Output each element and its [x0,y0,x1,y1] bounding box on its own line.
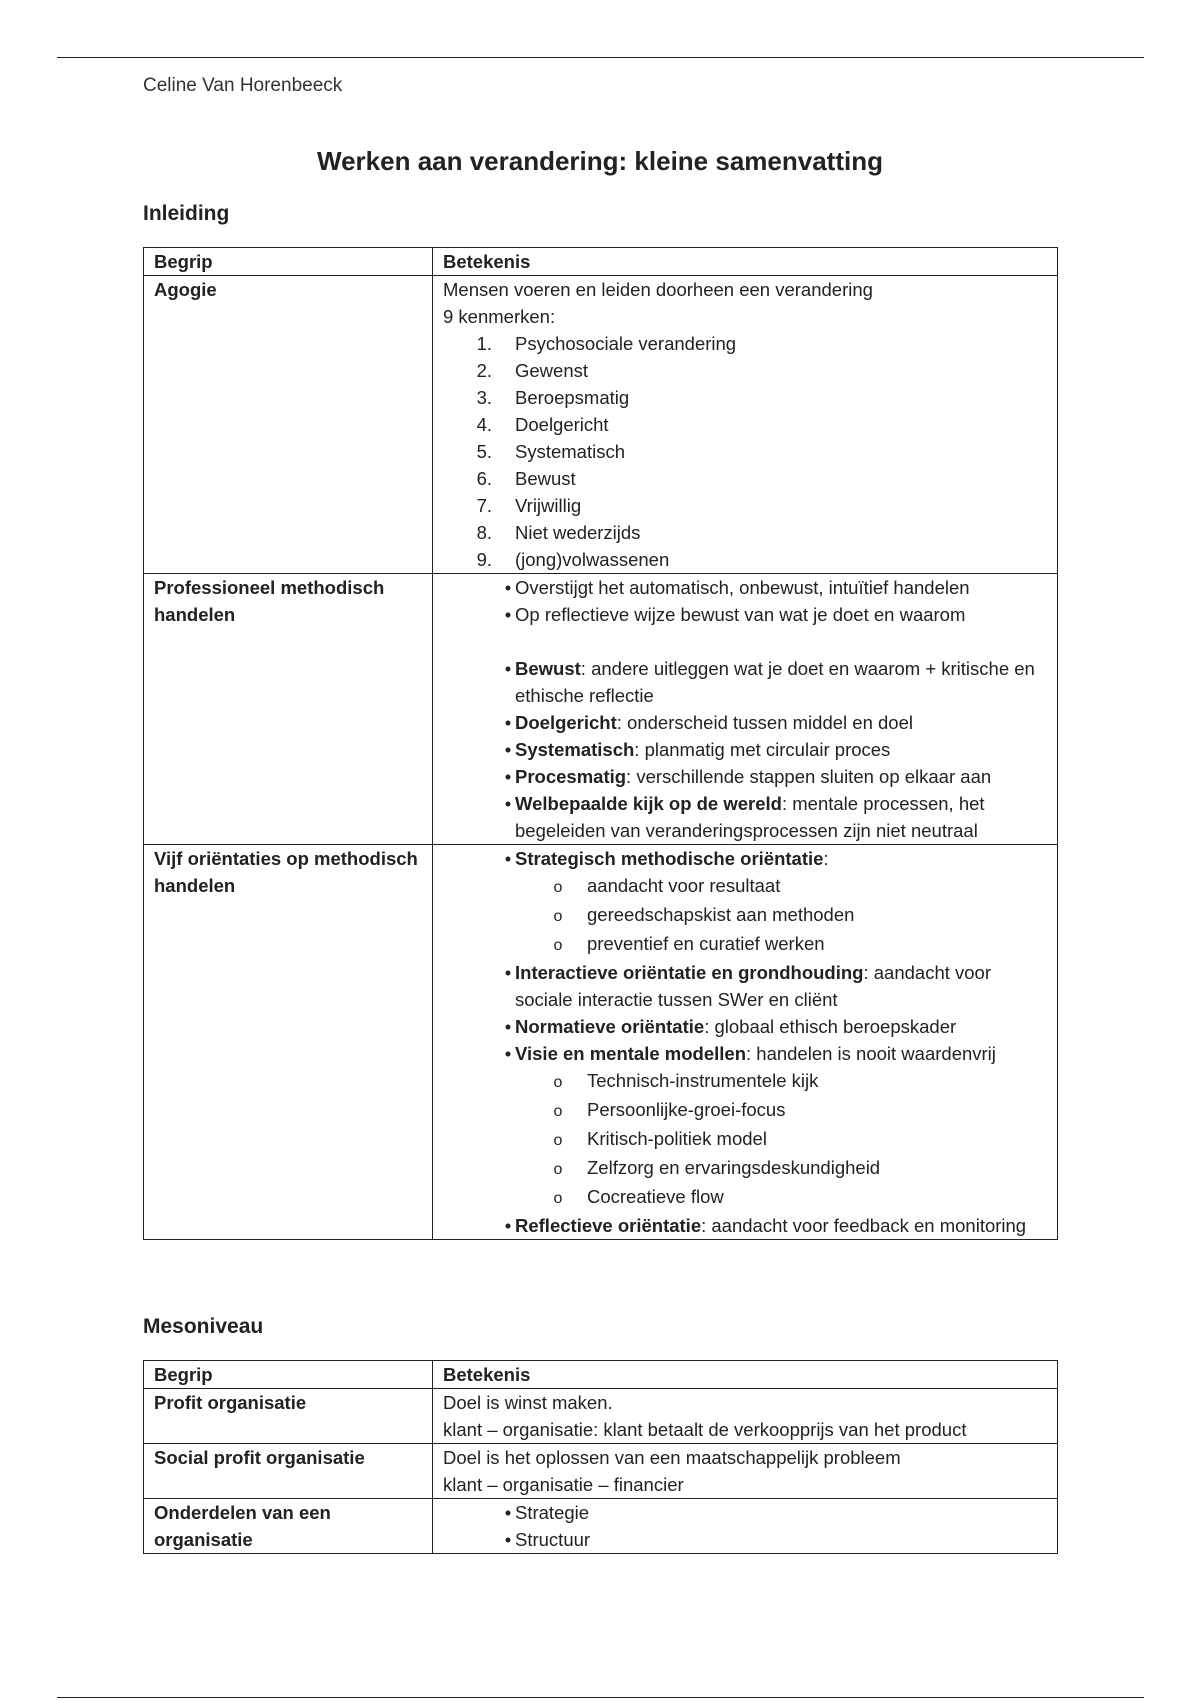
bullet-item: • Structuur [443,1526,1047,1553]
header-begrip: Begrip [144,248,433,276]
numbered-item: 9. (jong)volwassenen [476,549,670,570]
definition-line: 9 kenmerken: [443,306,556,327]
term-cell: Profit organisatie [144,1389,433,1444]
table-header-row [144,1361,1058,1389]
header-betekenis: Betekenis [433,1361,1058,1389]
definition-line: klant – organisatie – financier [443,1474,684,1495]
bullet-icon: • [504,1215,512,1236]
bullet-icon: • [504,1016,512,1037]
numbered-item: 4. Doelgericht [476,414,609,435]
circle-bullet-icon: o [553,908,563,925]
mesoniveau-table [143,1360,1058,1554]
sub-bullet-item: o Cocreatieve flow [443,1183,1047,1212]
sub-bullet-item: o Technisch-instrumentele kijk [443,1067,1047,1096]
bullet-item: • Doelgericht: onderscheid tussen middel en doel [443,709,1047,736]
definition-cell [433,276,1058,574]
bullet-item: • Reflectieve oriëntatie: aandacht voor feedback en monitoring [443,1212,1047,1239]
definition-line: Doel is winst maken. [443,1392,613,1413]
numbered-item: 2. Gewenst [476,360,589,381]
bullet-item: • Normatieve oriëntatie: globaal ethisch beroepskader [443,1013,1047,1040]
bullet-item: • Strategie [443,1499,1047,1526]
section-heading-inleiding: Inleiding [143,202,230,225]
sub-bullet-item: o preventief en curatief werken [443,930,1047,959]
term-cell: Social profit organisatie [144,1444,433,1499]
circle-bullet-icon: o [553,1161,563,1178]
sub-bullet-item: o gereedschapskist aan methoden [443,901,1047,930]
circle-bullet-icon: o [553,1103,563,1120]
inleiding-table [143,247,1058,1240]
definition-line: Doel is het oplossen van een maatschappelijk probleem [443,1447,901,1468]
header-begrip: Begrip [144,1361,433,1389]
definition-line: klant – organisatie: klant betaalt de verkoopprijs van het product [443,1419,967,1440]
sub-bullet-item: o Kritisch-politiek model [443,1125,1047,1154]
numbered-item: 6. Bewust [476,468,576,489]
numbered-item: 3. Beroepsmatig [476,387,630,408]
numbered-item: 5. Systematisch [476,441,626,462]
table-row [144,1444,1058,1499]
header-rule [57,57,1144,58]
document-title: Werken aan verandering: kleine samenvatting [317,146,883,176]
table-row [144,845,1058,1240]
table-row [144,574,1058,845]
numbered-item: 8. Niet wederzijds [476,522,641,543]
bullet-item: • Visie en mentale modellen: handelen is nooit waardenvrij [443,1040,1047,1067]
bullet-item: • Op reflectieve wijze bewust van wat je doet en waarom [443,601,1047,628]
circle-bullet-icon: o [553,879,563,896]
bullet-icon: • [504,848,512,869]
sub-bullet-item: o aandacht voor resultaat [443,872,1047,901]
sub-bullet-item: o Persoonlijke-groei-focus [443,1096,1047,1125]
circle-bullet-icon: o [553,1190,563,1207]
bullet-icon: • [504,766,512,787]
bullet-icon: • [504,604,512,625]
definition-cell [433,1444,1058,1499]
bullet-item: • Strategisch methodische oriëntatie: [443,845,1047,872]
definition-line: Mensen voeren en leiden doorheen een verandering [443,279,873,300]
table-row [144,1499,1058,1554]
definition-cell [433,1499,1058,1554]
bullet-icon: • [504,658,512,679]
definition-cell [433,845,1058,1240]
author-name: Celine Van Horenbeeck [143,75,343,96]
bullet-item: • Welbepaalde kijk op de wereld: mentale processen, het begeleiden van veranderingsprocessen zijn niet neutraal [443,790,1047,844]
term-cell: Professioneel methodisch handelen [144,574,433,845]
bullet-item: • Systematisch: planmatig met circulair proces [443,736,1047,763]
term-cell: Agogie [144,276,433,574]
bullet-item: • Interactieve oriëntatie en grondhouding: aandacht voor sociale interactie tussen SWer en cliënt [443,959,1047,1013]
footer-rule [57,1697,1144,1698]
bullet-icon: • [504,1529,512,1550]
bullet-icon: • [504,712,512,733]
bullet-item: • Overstijgt het automatisch, onbewust, intuïtief handelen [443,574,1047,601]
section-heading-mesoniveau: Mesoniveau [143,1315,264,1338]
term-cell: Vijf oriëntaties op methodisch handelen [144,845,433,1240]
bullet-icon: • [504,577,512,598]
bullet-icon: • [504,962,512,983]
definition-cell [433,574,1058,845]
bullet-icon: • [504,1502,512,1523]
numbered-item: 1. Psychosociale verandering [476,333,737,354]
bullet-item: • Procesmatig: verschillende stappen sluiten op elkaar aan [443,763,1047,790]
circle-bullet-icon: o [553,1074,563,1091]
bullet-icon: • [504,793,512,814]
definition-cell [433,1389,1058,1444]
circle-bullet-icon: o [553,937,563,954]
sub-bullet-item: o Zelfzorg en ervaringsdeskundigheid [443,1154,1047,1183]
table-header-row [144,248,1058,276]
circle-bullet-icon: o [553,1132,563,1149]
header-betekenis: Betekenis [433,248,1058,276]
bullet-item: • Bewust: andere uitleggen wat je doet en waarom + kritische en ethische reflectie [443,655,1047,709]
term-cell: Onderdelen van een organisatie [144,1499,433,1554]
table-row [144,1389,1058,1444]
bullet-icon: • [504,739,512,760]
numbered-item: 7. Vrijwillig [476,495,582,516]
table-row [144,276,1058,574]
bullet-icon: • [504,1043,512,1064]
